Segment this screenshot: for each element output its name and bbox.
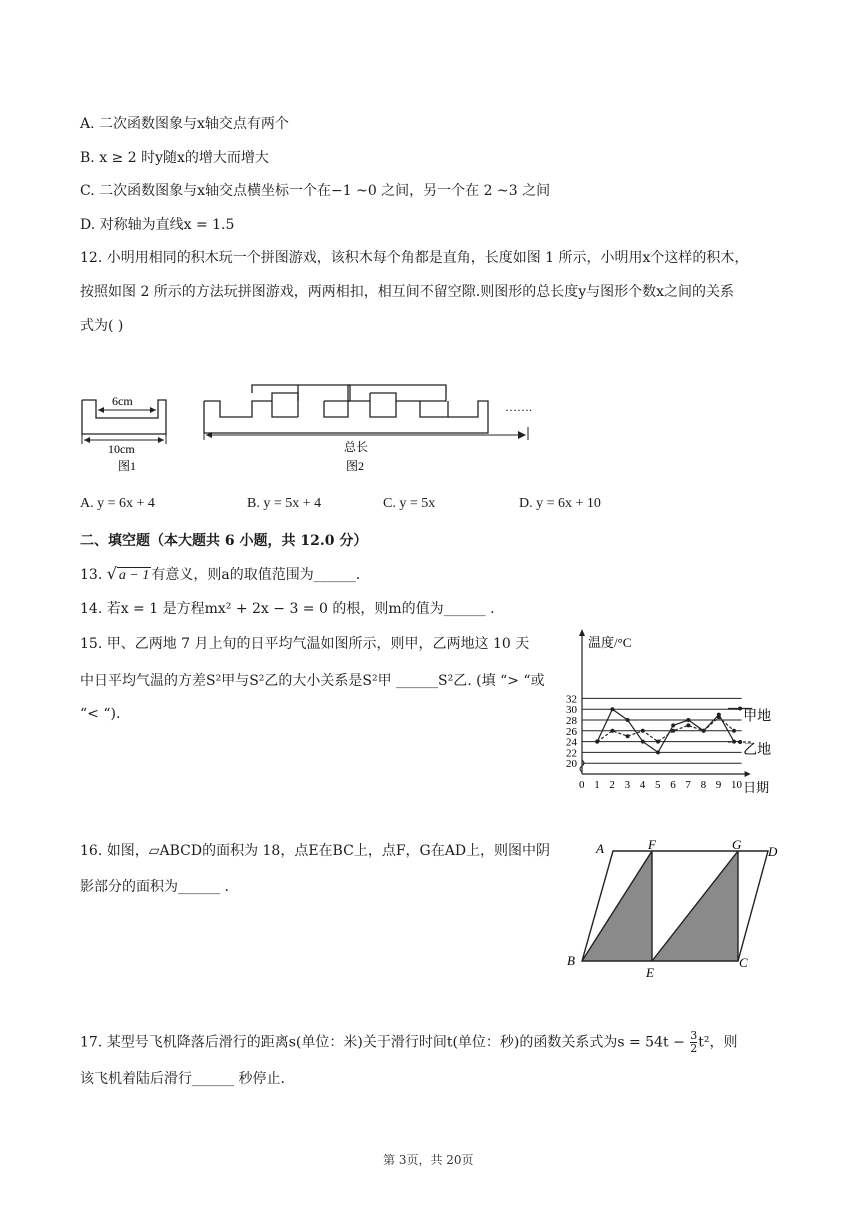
x-tick-label: 1 (594, 779, 600, 791)
fig1-top-label: 6cm (112, 394, 133, 408)
data-point (656, 750, 660, 754)
data-point (656, 740, 660, 744)
section-2-heading: 二、填空题（本大题共 6 小题，共 12.0 分） (80, 533, 368, 549)
data-point (610, 729, 614, 733)
y-tick-label: 22 (566, 747, 577, 760)
x-tick-label: 2 (609, 779, 615, 791)
q11-option-c: C. 二次函数图象与x轴交点横坐标一个在−1 ~0 之间，另一个在 2 ~3 之间 (80, 183, 551, 199)
q13-prefix: 13. (80, 567, 107, 583)
data-point (671, 729, 675, 733)
q15-line-2: 中日平均气温的方差S²甲与S²乙的大小关系是S²甲 ______S²乙. (填 “> “或 (80, 673, 545, 689)
q12-figure-2 (198, 383, 548, 478)
q11-option-b: B. x ≥ 2 时y随x的增大而增大 (80, 150, 269, 166)
legend-marker (738, 740, 742, 744)
data-point (626, 734, 630, 738)
q17-line-1a: 17. 某型号飞机降落后滑行的距离s(单位：米)关于滑行时间t(单位：秒)的函数关系式为s = 54t − (80, 1034, 690, 1051)
q12-line-3: 式为( ) (80, 318, 124, 334)
q17-fraction (690, 1030, 697, 1055)
q14-text: 14. 若x = 1 是方程mx² + 2x − 3 = 0 的根，则m的值为______ . (80, 601, 495, 617)
q16-line-1: 16. 如图，▱ABCD的面积为 18，点E在BC上，点F，G在AD上，则图中阴 (80, 843, 551, 859)
q12-figure-1 (78, 388, 178, 478)
data-point (626, 718, 630, 722)
fig2-dots: ……. (505, 400, 532, 414)
q17-line-1b: t²，则 (698, 1034, 738, 1051)
q16-parallelogram-figure (562, 833, 792, 983)
y-tick-label: 24 (566, 736, 577, 749)
data-point (671, 723, 675, 727)
data-point (732, 729, 736, 733)
q13-text (80, 564, 360, 584)
x-tick-label: 7 (685, 779, 691, 791)
q12-option-a: A. y = 6x + 4 (80, 496, 155, 511)
data-point (686, 718, 690, 722)
y-tick-label: 28 (566, 715, 577, 727)
point-e-label: E (646, 965, 654, 980)
q12-option-c: C. y = 5x (383, 496, 436, 511)
y-tick-label: 26 (566, 725, 577, 738)
fig1-caption: 图1 (118, 459, 137, 473)
q12-option-d: D. y = 6x + 10 (519, 496, 601, 511)
x-axis-arrow-icon (745, 771, 751, 777)
page-footer: 第 3页，共 20页 (383, 1153, 474, 1167)
q12-line-1: 12. 小明用相同的积木玩一个拼图游戏，该积木每个角都是直角，长度如图 1 所示，小明用x个这样的积木， (80, 250, 749, 266)
data-point (641, 729, 645, 733)
data-point (610, 707, 614, 711)
q16-line-2: 影部分的面积为______ . (80, 879, 229, 895)
y-tick-label: 20 (566, 758, 577, 771)
fig2-caption: 图2 (346, 459, 365, 473)
q17-frac-num: 3 (690, 1029, 698, 1042)
y-tick-label: 32 (566, 693, 577, 706)
q15-temperature-chart (560, 625, 790, 800)
point-b-label: B (567, 953, 575, 968)
data-point (686, 723, 690, 727)
legend-label: 甲地 (743, 709, 772, 725)
q13-radicand: a − 1 (118, 568, 150, 583)
y-tick-label: 30 (566, 704, 577, 717)
sqrt-symbol: √ (106, 564, 117, 583)
q11-option-d: D. 对称轴为直线x = 1.5 (80, 217, 235, 233)
x-tick-label: 3 (624, 779, 631, 791)
q13-suffix: 有意义，则a的取值范围为______. (151, 567, 361, 583)
x-tick-label: 0 (579, 779, 585, 791)
fig2-label: 总长 (344, 440, 369, 454)
data-point (717, 715, 721, 719)
q12-line-2: 按照如图 2 所示的方法玩拼图游戏，两两相扣，相互间不留空隙.则图形的总长度y与图形个数x之间的关系 (80, 284, 735, 300)
x-tick-label: 5 (655, 779, 661, 791)
point-d-label: D (768, 844, 778, 859)
q12-option-b: B. y = 5x + 4 (247, 496, 322, 511)
fig1-bottom-label: 10cm (108, 442, 135, 456)
x-tick-label: 9 (715, 779, 722, 791)
q17-line-1 (80, 1030, 738, 1055)
data-point (641, 740, 645, 744)
q17-frac-den: 2 (690, 1042, 698, 1055)
data-point (702, 729, 706, 733)
q17-line-2: 该飞机着陆后滑行______ 秒停止. (80, 1071, 285, 1087)
data-point (595, 740, 599, 744)
point-f-label: F (648, 837, 656, 852)
legend-label: 乙地 (743, 743, 772, 758)
legend-marker (738, 707, 742, 711)
q15-line-3: “< “). (80, 706, 121, 722)
x-tick-label: 8 (700, 779, 707, 791)
point-c-label: C (739, 955, 748, 970)
q11-option-a: A. 二次函数图象与x轴交点有两个 (80, 116, 289, 132)
point-g-label: G (732, 837, 742, 852)
x-tick-label: 10 (731, 779, 742, 791)
x-tick-label: 4 (639, 779, 646, 791)
q15-line-1: 15. 甲、乙两地 7 月上旬的日平均气温如图所示，则甲，乙两地这 10 天 (80, 636, 530, 652)
y-axis-arrow-icon (579, 629, 585, 636)
point-a-label: A (596, 841, 604, 856)
x-tick-label: 6 (670, 779, 676, 791)
y-axis-label: 温度/°C (588, 635, 632, 650)
x-axis-label: 日期 (743, 780, 770, 795)
